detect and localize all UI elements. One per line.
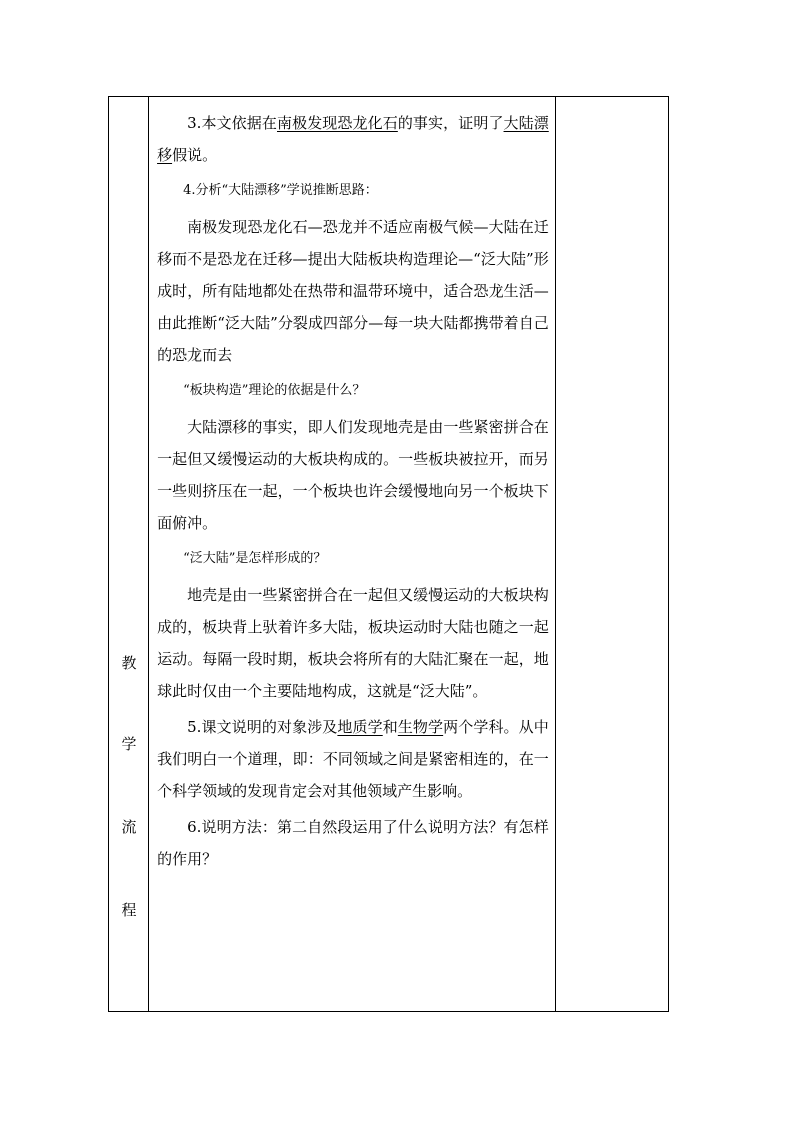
item-3-prefix: 3.本文依据在 [187, 114, 277, 132]
answer-plate-tectonics: 大陆漂移的事实，即人们发现地壳是由一些紧密拼合在一起但又缓慢运动的大板块构成的。一些板块被拉开，而另一些则挤压在一起，一个板块也许会缓慢地向另一个板块下面俯冲。 [157, 418, 549, 532]
paragraph-item-6: 6.说明方法：第二自然段运用了什么说明方法？有怎样的作用？ [157, 818, 549, 868]
item-3-suffix: 假说。 [172, 146, 218, 164]
paragraph-item-5 [157, 711, 549, 807]
paragraph-item-3 [157, 107, 549, 171]
item-3-mid: 的事实，证明了 [397, 114, 504, 132]
lesson-table [108, 96, 669, 1012]
question-pangaea: “泛大陆”是怎样形成的？ [183, 551, 327, 566]
table-row [109, 97, 669, 1012]
underlined-answer: 大陆漂移 [157, 114, 549, 164]
answer-pangaea: 地壳是由一些紧密拼合在一起但又缓慢运动的大板块构成的，板块背上驮着许多大陆，板块运动时大陆也随之一起运动。每隔一段时期，板块会将所有的大陆汇聚在一起，地球此时仅由一个主要陆地构成，这就是“泛大陆”。 [157, 586, 549, 700]
content-cell [149, 97, 556, 1012]
underlined-answer: 南极发现恐龙化石 [277, 114, 398, 132]
content-body [149, 97, 555, 875]
underlined-answer: 地质学 [337, 718, 383, 736]
paragraph-item-4-heading: 4.分析“大陆漂移”学说推断思路： [183, 183, 378, 198]
paragraph-reasoning-chain: 南极发现恐龙化石—恐龙并不适应南极气候—大陆在迁移而不是恐龙在迁移—提出大陆板块构造理论—“泛大陆”形成时，所有陆地都处在热带和温带环境中，适合恐龙生活—由此推断“泛大陆”分裂成四部分—每一块大陆都携带着自己的恐龙而去 [157, 218, 549, 364]
section-label-char: 教 [121, 654, 137, 672]
item-5-mid: 和 [382, 718, 398, 736]
section-label-char: 流 [121, 818, 137, 836]
section-label-char: 程 [121, 901, 137, 919]
section-label-cell [109, 97, 149, 1012]
notes-cell [555, 97, 668, 1012]
item-5-suffix: 两个学科。从中我们明白一个道理，即：不同领域之间是紧密相连的，在一个科学领域的发现肯定会对其他领域产生影响。 [157, 718, 549, 800]
underlined-answer: 生物学 [397, 718, 444, 736]
item-5-prefix: 5.课文说明的对象涉及 [187, 718, 338, 736]
question-plate-tectonics: “板块构造”理论的依据是什么？ [183, 383, 366, 398]
section-label-char: 学 [121, 735, 137, 753]
